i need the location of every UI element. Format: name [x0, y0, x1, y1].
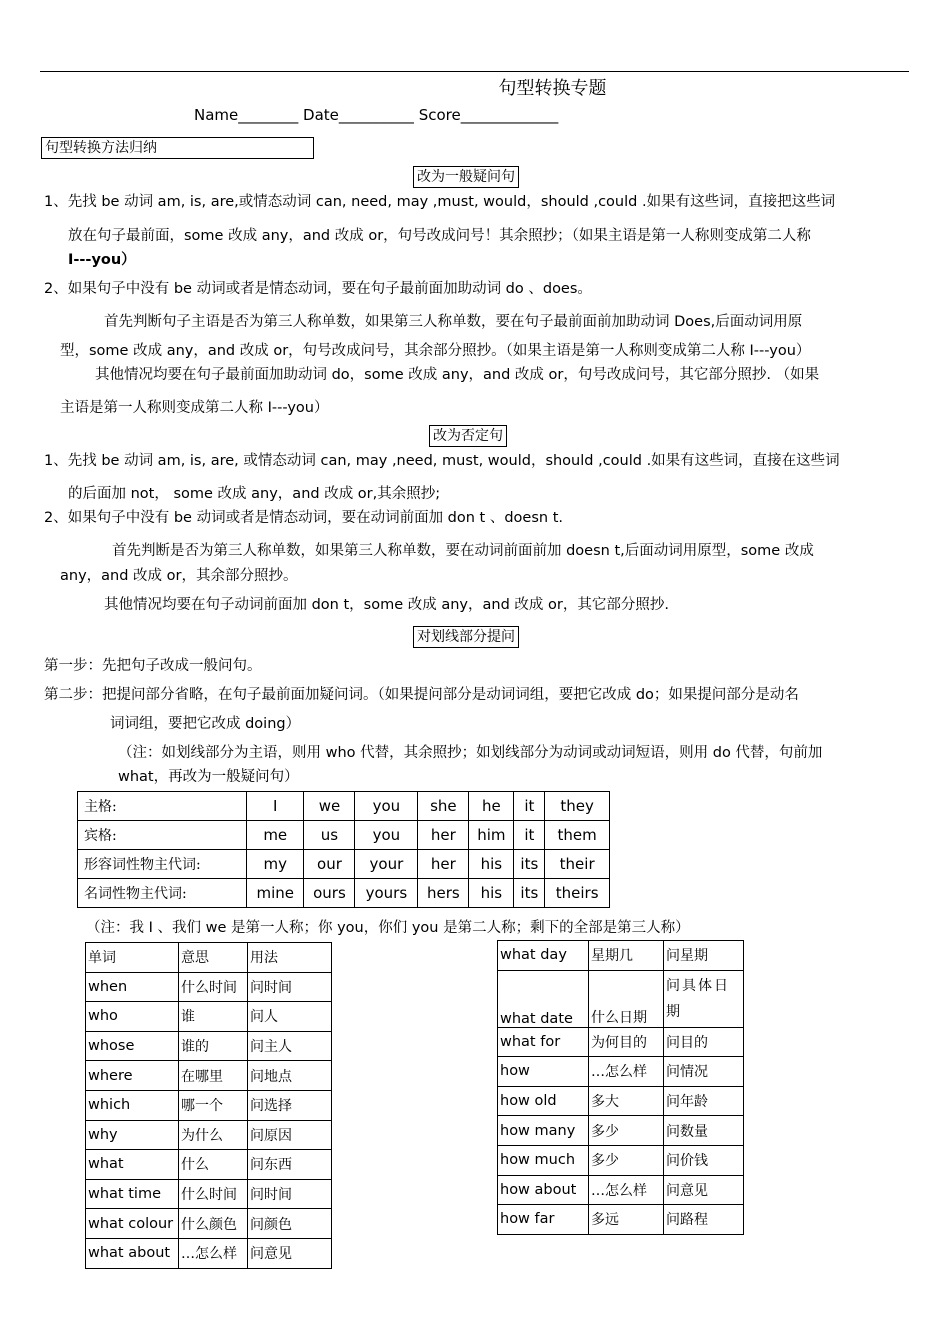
table-row: [498, 1175, 744, 1205]
table-row: [86, 1209, 332, 1239]
word-cell: what: [86, 1150, 179, 1180]
score-field: Score_____________: [418, 106, 559, 124]
sec2-line-2: 的后面加 not， some 改成 any，and 改成 or,其余照抄;: [68, 486, 441, 502]
table-row: [86, 943, 332, 973]
table-row: [78, 821, 610, 850]
sec2-line-5: any，and 改成 or，其余部分照抄。: [60, 568, 298, 584]
word-cell: how: [498, 1057, 589, 1087]
pronoun-cell: their: [545, 850, 610, 879]
table-row: [86, 1179, 332, 1209]
usage-cell: 问星期: [664, 941, 744, 971]
section-heading-underlined-question: 对划线部分提问: [413, 626, 519, 648]
usage-cell: 问人: [248, 1002, 332, 1032]
word-cell: why: [86, 1120, 179, 1150]
table-row: [498, 1205, 744, 1235]
table-row: [498, 1057, 744, 1087]
usage-cell: 问意见: [664, 1175, 744, 1205]
row-label: 名词性物主代词:: [78, 879, 247, 908]
usage-cell: 问意见: [248, 1238, 332, 1268]
word-cell: how much: [498, 1145, 589, 1175]
usage-cell: 问选择: [248, 1090, 332, 1120]
meaning-cell: 哪一个: [179, 1090, 248, 1120]
word-cell: whose: [86, 1031, 179, 1061]
pronoun-cell: it: [514, 821, 545, 850]
sec2-line-3: 2、如果句子中没有 be 动词或者是情态动词，要在动词前面加 don t 、doesn t.: [44, 510, 563, 526]
word-cell: what day: [498, 941, 589, 971]
sec2-line-6: 其他情况均要在句子动词前面加 don t，some 改成 any，and 改成 or，其它部分照抄.: [104, 597, 669, 613]
table-row: [78, 850, 610, 879]
table-row: [498, 1145, 744, 1175]
pronoun-cell: its: [514, 850, 545, 879]
word-cell: how many: [498, 1116, 589, 1146]
meaning-cell: 多远: [589, 1205, 664, 1235]
pronoun-cell: yours: [355, 879, 418, 908]
sec3-step-2-cont: 词词组，要把它改成 doing）: [110, 716, 301, 732]
usage-line: 期: [666, 1003, 682, 1020]
meaning-cell: 什么时间: [179, 1179, 248, 1209]
pronoun-cell: its: [514, 879, 545, 908]
table-row: [498, 1086, 744, 1116]
meaning-cell: 什么: [179, 1150, 248, 1180]
word-cell: how old: [498, 1086, 589, 1116]
usage-cell: 问原因: [248, 1120, 332, 1150]
table-row: [86, 1238, 332, 1268]
meaning-cell: 在哪里: [179, 1061, 248, 1091]
pronoun-cell: we: [304, 792, 355, 821]
name-field: Name________: [194, 106, 299, 124]
table-row: [86, 972, 332, 1002]
sec3-note-2: what，再改为一般疑问句）: [118, 769, 299, 785]
row-label: 形容词性物主代词:: [78, 850, 247, 879]
table-row: [86, 1090, 332, 1120]
table-row: [498, 1116, 744, 1146]
pronoun-cell: they: [545, 792, 610, 821]
usage-cell: [664, 970, 744, 1027]
word-cell: what date: [498, 970, 589, 1027]
date-field: Date__________: [303, 106, 414, 124]
meaning-cell: 多少: [589, 1116, 664, 1146]
sec2-line-1: 1、先找 be 动词 am, is, are, 或情态动词 can, may ,need, must, would，should ,could .如果有这些词，直接在这些词: [44, 453, 840, 469]
table-row: [86, 1031, 332, 1061]
table-row: [78, 879, 610, 908]
word-cell: who: [86, 1002, 179, 1032]
page-title: 句型转换专题: [498, 78, 607, 99]
pronoun-cell: he: [469, 792, 514, 821]
person-note: （注：我 I 、我们 we 是第一人称；你 you，你们 you 是第二人称；剩下的全部是第三人称）: [86, 920, 690, 936]
word-cell: what for: [498, 1027, 589, 1057]
sec1-line-3: I---you）: [68, 252, 136, 268]
pronoun-cell: mine: [247, 879, 304, 908]
header-usage: 用法: [248, 943, 332, 973]
pronoun-cell: your: [355, 850, 418, 879]
sec1-line-7: 其他情况均要在句子最前面加助动词 do，some 改成 any，and 改成 or，句号改成问号，其它部分照抄. （如果: [95, 367, 820, 383]
sec1-line-4: 2、如果句子中没有 be 动词或者是情态动词，要在句子最前面加助动词 do 、does。: [44, 281, 592, 297]
question-words-table-left: [85, 942, 332, 1269]
usage-cell: 问时间: [248, 1179, 332, 1209]
word-cell: how far: [498, 1205, 589, 1235]
sec3-note-1: （注：如划线部分为主语，则用 who 代替，其余照抄；如划线部分为动词或动词短语，则用 do 代替，句前加: [118, 745, 823, 761]
section-heading-negative: 改为否定句: [429, 425, 507, 447]
pronoun-cell: ours: [304, 879, 355, 908]
usage-cell: 问颜色: [248, 1209, 332, 1239]
usage-cell: 问年龄: [664, 1086, 744, 1116]
sec3-step-1: 第一步：先把句子改成一般问句。: [44, 658, 262, 674]
pronoun-cell: me: [247, 821, 304, 850]
usage-cell: 问路程: [664, 1205, 744, 1235]
usage-cell: 问东西: [248, 1150, 332, 1180]
meaning-cell: …怎么样: [179, 1238, 248, 1268]
pronoun-cell: you: [355, 792, 418, 821]
header-fields: [194, 106, 558, 124]
table-row: [78, 792, 610, 821]
pronoun-cell: his: [469, 850, 514, 879]
meaning-cell: 谁的: [179, 1031, 248, 1061]
pronoun-cell: us: [304, 821, 355, 850]
usage-cell: 问价钱: [664, 1145, 744, 1175]
top-rule: [40, 71, 909, 72]
meaning-cell: …怎么样: [589, 1175, 664, 1205]
meaning-cell: 为何目的: [589, 1027, 664, 1057]
pronoun-table: [77, 791, 610, 908]
sec1-line-5: 首先判断句子主语是否为第三人称单数，如果第三人称单数，要在句子最前面前加助动词 Does,后面动词用原: [104, 314, 803, 330]
pronoun-cell: hers: [418, 879, 469, 908]
usage-cell: 问目的: [664, 1027, 744, 1057]
pronoun-cell: our: [304, 850, 355, 879]
header-word: 单词: [86, 943, 179, 973]
table-row: [498, 1027, 744, 1057]
word-cell: what time: [86, 1179, 179, 1209]
pronoun-cell: them: [545, 821, 610, 850]
sec1-line-6: 型，some 改成 any，and 改成 or，句号改成问号，其余部分照抄。（如果主语是第一人称则变成第二人称 I---you）: [60, 343, 811, 359]
meaning-cell: 什么日期: [589, 970, 664, 1027]
meaning-cell: 星期几: [589, 941, 664, 971]
usage-cell: 问情况: [664, 1057, 744, 1087]
usage-cell: 问数量: [664, 1116, 744, 1146]
pronoun-cell: his: [469, 879, 514, 908]
word-cell: which: [86, 1090, 179, 1120]
table-row: [498, 970, 744, 1027]
meaning-cell: 什么时间: [179, 972, 248, 1002]
table-row: [86, 1120, 332, 1150]
meaning-cell: 什么颜色: [179, 1209, 248, 1239]
row-label: 宾格:: [78, 821, 247, 850]
pronoun-cell: her: [418, 850, 469, 879]
section-heading-general-question: 改为一般疑问句: [413, 166, 519, 188]
header-meaning: 意思: [179, 943, 248, 973]
pronoun-cell: you: [355, 821, 418, 850]
meaning-cell: 为什么: [179, 1120, 248, 1150]
pronoun-cell: my: [247, 850, 304, 879]
sec1-line-8: 主语是第一人称则变成第二人称 I---you）: [60, 400, 329, 416]
question-words-table-right: [497, 940, 744, 1235]
word-cell: what about: [86, 1238, 179, 1268]
sec3-step-2: 第二步：把提问部分省略，在句子最前面加疑问词。（如果提问部分是动词词组，要把它改成 do；如果提问部分是动名: [44, 687, 799, 703]
pronoun-cell: her: [418, 821, 469, 850]
word-cell: what colour: [86, 1209, 179, 1239]
sec2-line-4: 首先判断是否为第三人称单数，如果第三人称单数，要在动词前面前加 doesn t,后面动词用原型，some 改成: [112, 543, 814, 559]
sec1-line-1: 1、先找 be 动词 am, is, are,或情态动词 can, need, may ,must, would，should ,could .如果有这些词，直接把这些词: [44, 194, 836, 210]
table-row: [86, 1061, 332, 1091]
pronoun-cell: I: [247, 792, 304, 821]
usage-line: 问具体日: [666, 977, 730, 994]
word-cell: where: [86, 1061, 179, 1091]
pronoun-cell: she: [418, 792, 469, 821]
row-label: 主格:: [78, 792, 247, 821]
meaning-cell: 多大: [589, 1086, 664, 1116]
table-row: [86, 1150, 332, 1180]
table-row: [86, 1002, 332, 1032]
usage-cell: 问时间: [248, 972, 332, 1002]
usage-cell: 问地点: [248, 1061, 332, 1091]
meaning-cell: 谁: [179, 1002, 248, 1032]
meaning-cell: 多少: [589, 1145, 664, 1175]
sec1-line-2: 放在句子最前面，some 改成 any，and 改成 or，句号改成问号！其余照抄；（如果主语是第一人称则变成第二人称: [68, 228, 811, 244]
pronoun-cell: theirs: [545, 879, 610, 908]
method-box: 句型转换方法归纳: [41, 137, 314, 159]
word-cell: how about: [498, 1175, 589, 1205]
pronoun-cell: it: [514, 792, 545, 821]
usage-cell: 问主人: [248, 1031, 332, 1061]
table-row: [498, 941, 744, 971]
meaning-cell: …怎么样: [589, 1057, 664, 1087]
word-cell: when: [86, 972, 179, 1002]
pronoun-cell: him: [469, 821, 514, 850]
